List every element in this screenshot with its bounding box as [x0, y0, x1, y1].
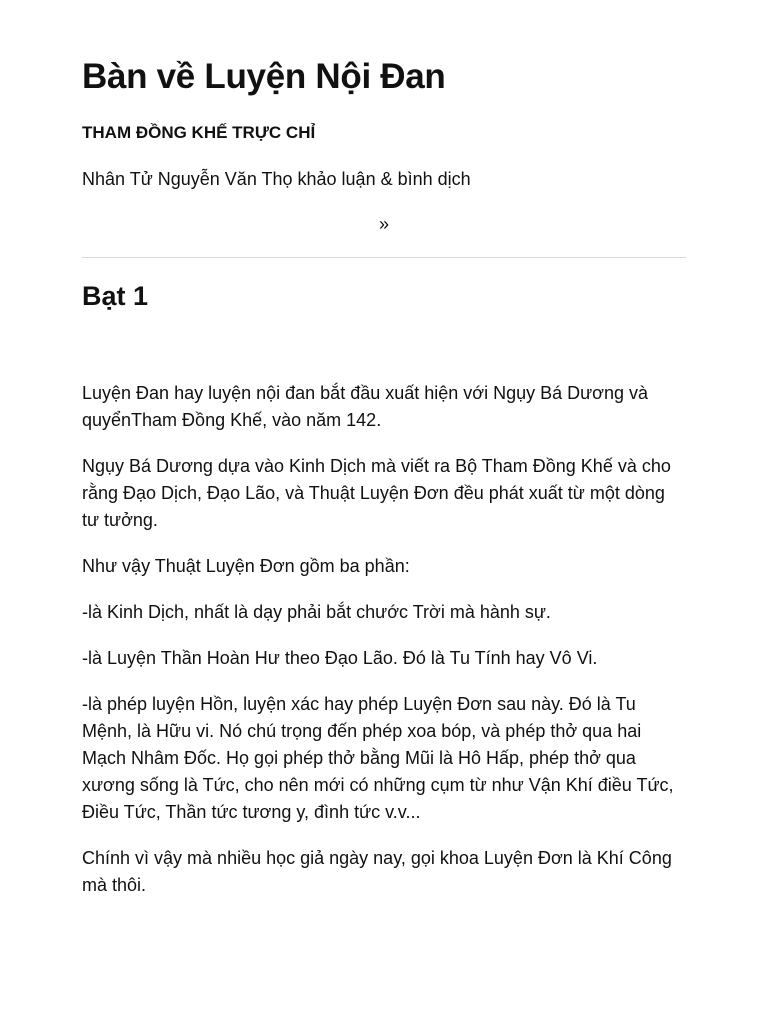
paragraph: -là Luyện Thần Hoàn Hư theo Đạo Lão. Đó là Tu Tính hay Vô Vi.	[82, 648, 598, 668]
author-line: Nhân Tử Nguyễn Văn Thọ khảo luận & bình dịch	[82, 169, 471, 189]
paragraph: Chính vì vậy mà nhiều học giả ngày nay, gọi khoa Luyện Đơn là Khí Công mà thôi.	[82, 848, 672, 895]
next-page-link[interactable]: »	[378, 214, 389, 234]
divider	[82, 257, 686, 258]
paragraph: -là Kinh Dịch, nhất là dạy phải bắt chước Trời mà hành sự.	[82, 602, 551, 622]
page-title: Bàn về Luyện Nội Đan	[82, 57, 446, 96]
paragraph: -là phép luyện Hồn, luyện xác hay phép Luyện Đơn sau này. Đó là Tu Mệnh, là Hữu vi. Nó chú trọng đến phép xoa bóp, và phép thở qua hai Mạch Nhâm Đốc. Họ gọi phép thở bằng Mũi là Hô Hấp, phép thở qua xương sống là Tức, cho nên mới có những cụm từ như Vận Khí điều Tức, Điều Tức, Thần tức tương y, đình tức v.v...	[82, 694, 674, 822]
paragraph: Như vậy Thuật Luyện Đơn gồm ba phần:	[82, 556, 410, 576]
paragraph: Ngụy Bá Dương dựa vào Kinh Dịch mà viết ra Bộ Tham Đồng Khế và cho rằng Đạo Dịch, Đạo Lão, và Thuật Luyện Đơn đều phát xuất từ một dòng tư tưởng.	[82, 456, 671, 530]
page-subtitle: THAM ĐỒNG KHẾ TRỰC CHỈ	[82, 123, 316, 142]
article-body	[82, 380, 686, 918]
section-heading: Bạt 1	[82, 281, 149, 311]
paragraph: Luyện Đan hay luyện nội đan bắt đầu xuất hiện với Ngụy Bá Dương và quyểnTham Đồng Khế, vào năm 142.	[82, 383, 649, 430]
